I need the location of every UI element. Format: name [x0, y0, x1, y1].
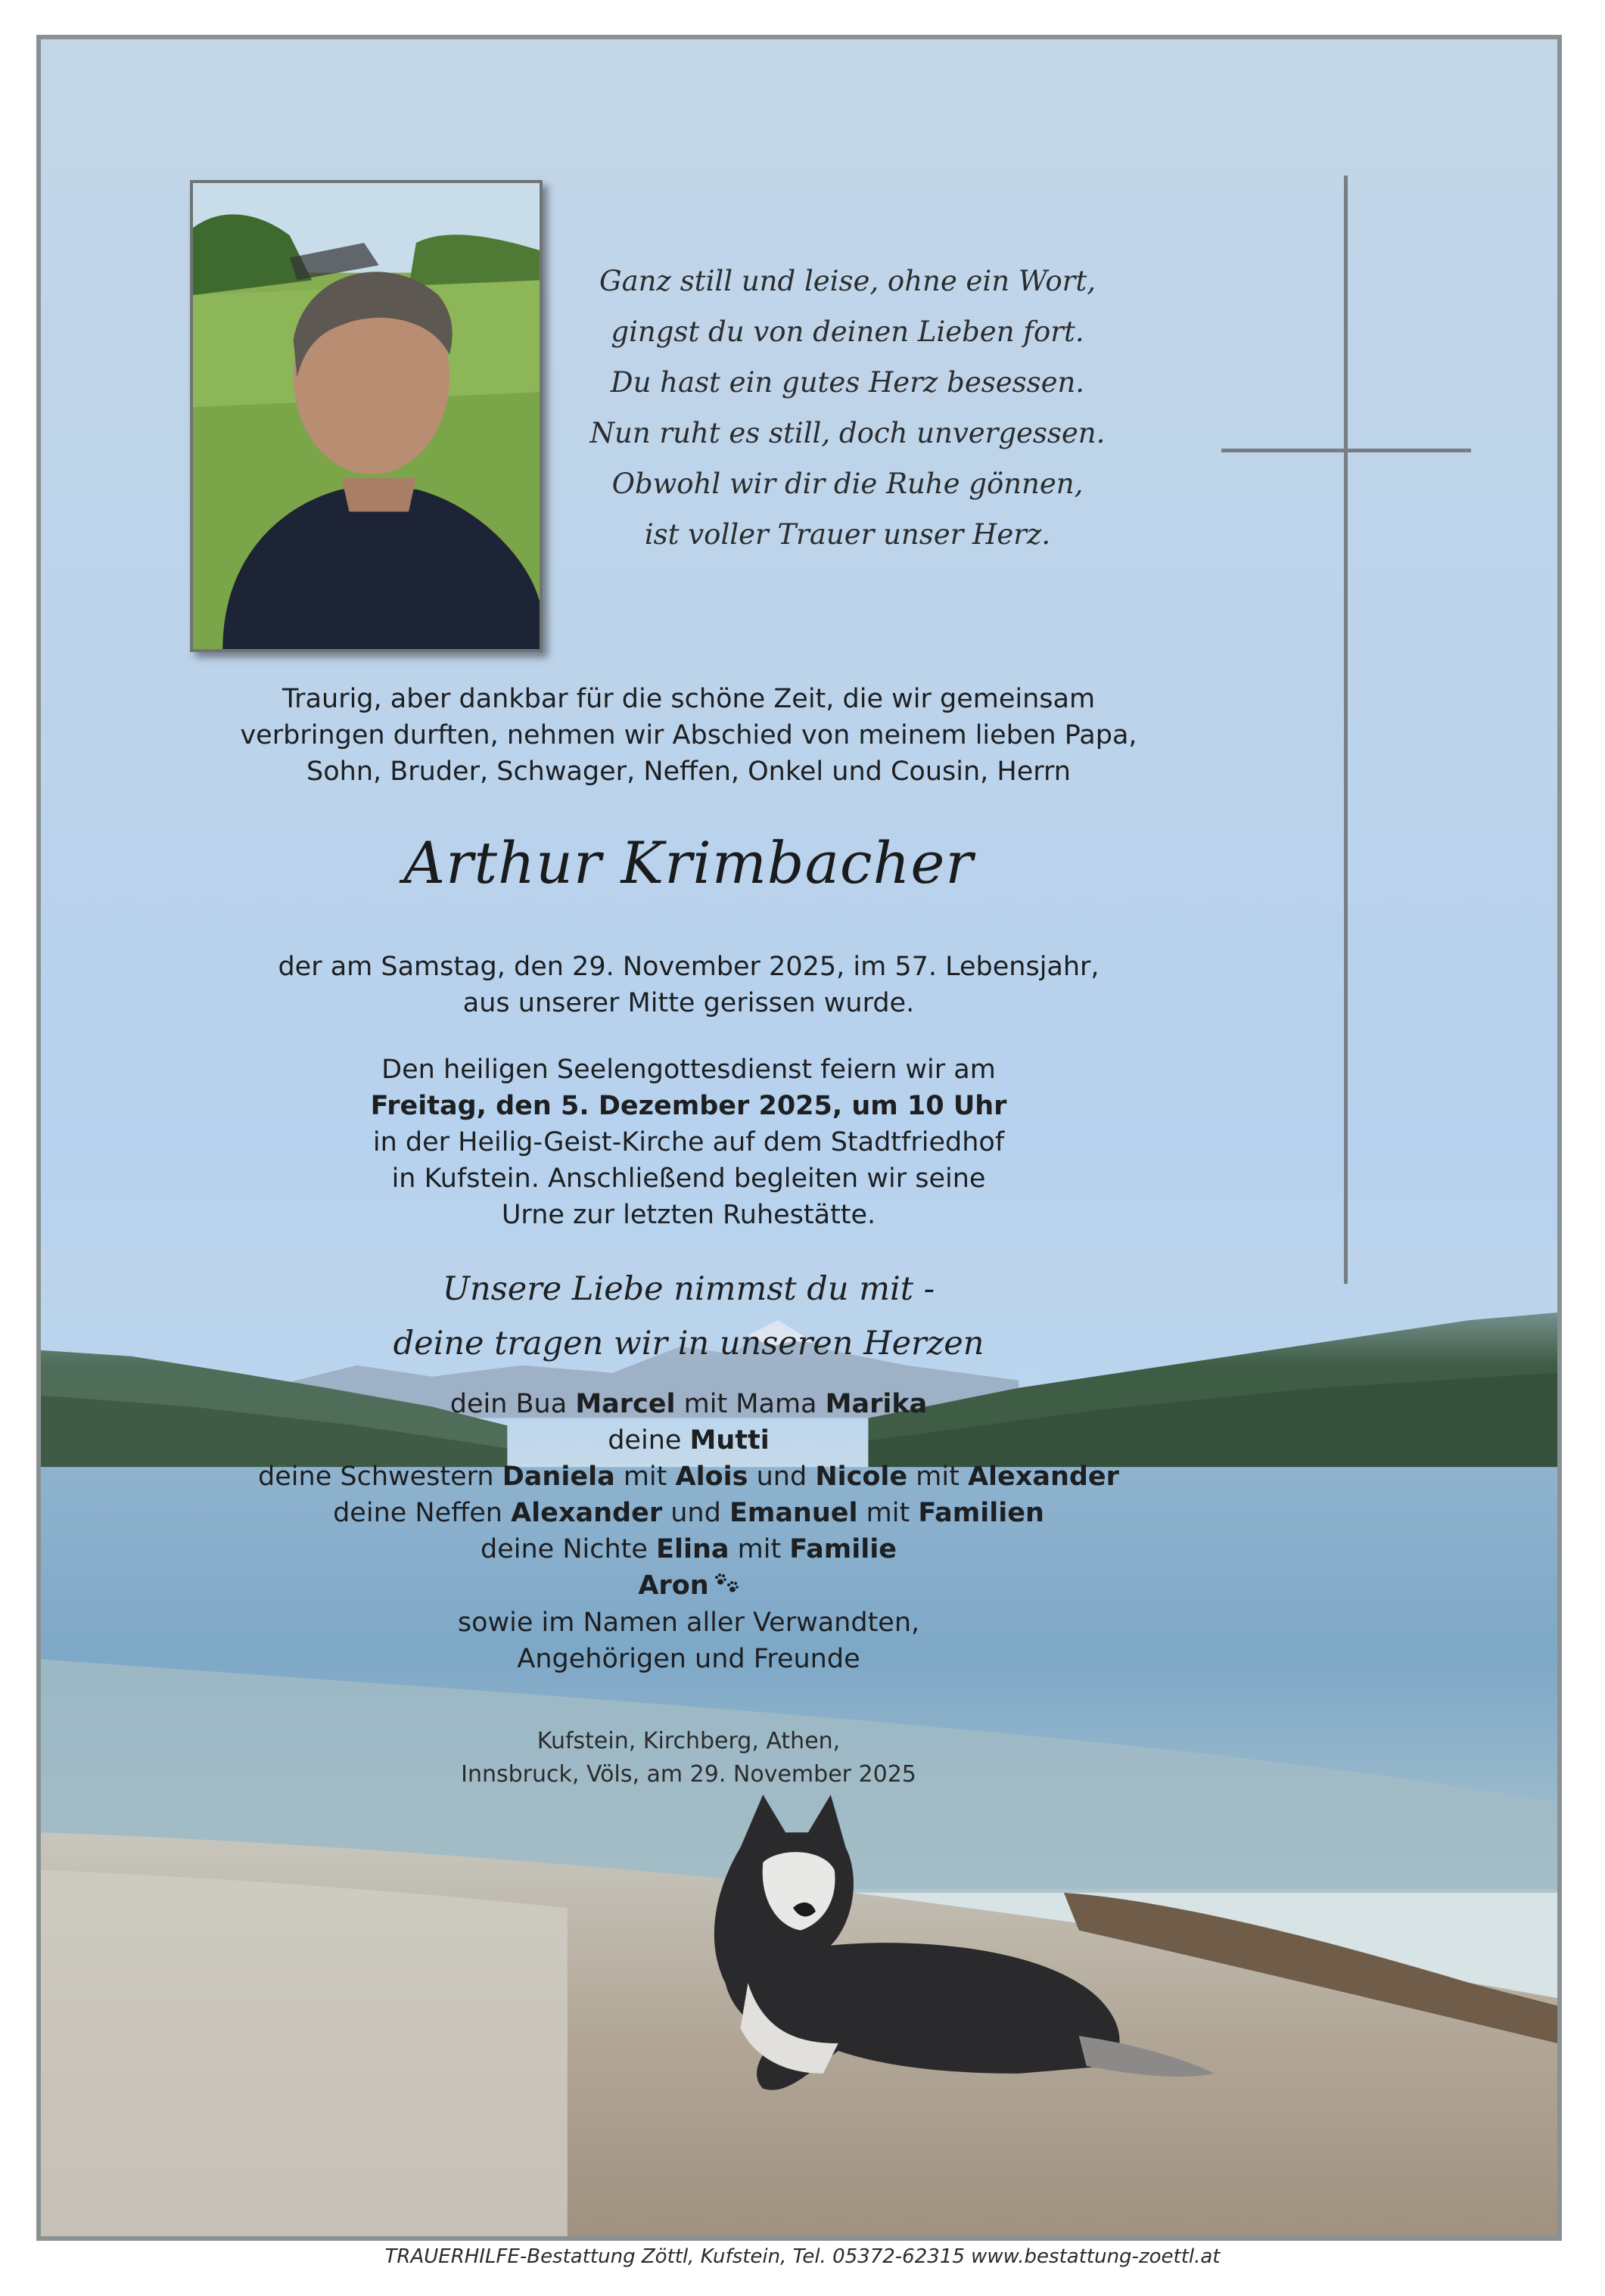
intro-line: verbringen durften, nehmen wir Abschied von meinem lieben Papa, [240, 720, 1137, 750]
service-date: Freitag, den 5. Dezember 2025, um 10 Uhr [370, 1091, 1007, 1121]
place-line: Kufstein, Kirchberg, Athen, [537, 1728, 841, 1754]
portrait-photo [190, 180, 543, 652]
mourner-text: deine [608, 1425, 690, 1456]
mourner-name: Alexander [511, 1498, 663, 1528]
mourner-name: Marika [825, 1389, 928, 1419]
poem-line: Du hast ein gutes Herz besessen. [610, 366, 1085, 399]
poem-line: Ganz still und leise, ohne ein Wort, [599, 265, 1096, 297]
intro-text [136, 681, 1241, 790]
cross-bar [1221, 449, 1471, 452]
service-line: in Kufstein. Anschließend begleiten wir seine [391, 1164, 986, 1194]
mourner-name: Daniela [502, 1462, 615, 1492]
service-info [136, 1052, 1241, 1233]
service-line: Urne zur letzten Ruhestätte. [501, 1200, 876, 1230]
poem-line: Obwohl wir dir die Ruhe gönnen, [611, 468, 1084, 500]
death-notice [136, 949, 1241, 1021]
motto-line: Unsere Liebe nimmst du mit - [442, 1270, 935, 1308]
paw-prints-icon [714, 1568, 739, 1605]
mourner-text: dein Bua [449, 1389, 576, 1419]
mourner-text: deine Neffen [333, 1498, 512, 1528]
mourner-name: Alexander [967, 1462, 1119, 1492]
mourner-text: deine Nichte [481, 1534, 657, 1564]
mourner-text: mit [857, 1498, 919, 1528]
mourner-name: Elina [656, 1534, 729, 1564]
mourner-line [136, 1531, 1241, 1567]
mourner-text: und [662, 1498, 729, 1528]
mourner-name: Familie [789, 1534, 897, 1564]
death-line: der am Samstag, den 29. November 2025, im 57. Lebensjahr, [278, 952, 1100, 982]
poem [545, 256, 1150, 560]
mourner-line [136, 1495, 1241, 1531]
death-line: aus unserer Mitte gerissen wurde. [462, 988, 915, 1018]
motto-line: deine tragen wir in unseren Herzen [393, 1325, 984, 1362]
intro-line: Sohn, Bruder, Schwager, Neffen, Onkel und Cousin, Herrn [306, 757, 1071, 787]
poem-line: gingst du von deinen Lieben fort. [611, 315, 1084, 348]
mourner-name: Nicole [815, 1462, 908, 1492]
mourners-list [136, 1386, 1241, 1677]
service-line: in der Heilig-Geist-Kirche auf dem Stadtfriedhof [372, 1127, 1005, 1157]
service-line: Den heiligen Seelengottesdienst feiern wir am [381, 1055, 996, 1085]
poem-line: Nun ruht es still, doch unvergessen. [589, 417, 1106, 449]
intro-line: Traurig, aber dankbar für die schöne Zeit, die wir gemeinsam [281, 684, 1096, 714]
motto [318, 1262, 1059, 1371]
mourner-text: und [748, 1462, 816, 1492]
mourner-line [136, 1386, 1241, 1422]
mourner-line [136, 1422, 1241, 1459]
mourner-name: Aron [638, 1571, 709, 1601]
mourner-name: Alois [675, 1462, 748, 1492]
mourner-name: Familien [918, 1498, 1044, 1528]
mourner-text: deine Schwestern [258, 1462, 502, 1492]
mourner-name: Emanuel [729, 1498, 858, 1528]
poem-line: ist voller Trauer unser Herz. [644, 518, 1051, 551]
mourner-line [136, 1459, 1241, 1495]
mourner-text: mit [614, 1462, 676, 1492]
place-date [136, 1725, 1241, 1791]
cross-icon [1344, 176, 1348, 1284]
mourner-text: mit Mama [675, 1389, 826, 1419]
mourner-name: Mutti [689, 1425, 770, 1456]
mourner-line [136, 1567, 1241, 1605]
place-line: Innsbruck, Völs, am 29. November 2025 [461, 1761, 916, 1788]
mourner-text: mit [729, 1534, 790, 1564]
funeral-home-footer: TRAUERHILFE-Bestattung Zöttl, Kufstein, Tel. 05372-62315 www.bestattung-zoettl.at [384, 2245, 1221, 2268]
mourner-line: sowie im Namen aller Verwandten, [457, 1608, 920, 1638]
mourner-name: Marcel [575, 1389, 676, 1419]
deceased-name: Arthur Krimbacher [403, 829, 974, 896]
mourner-text: mit [907, 1462, 968, 1492]
mourner-line: Angehörigen und Freunde [517, 1644, 860, 1674]
